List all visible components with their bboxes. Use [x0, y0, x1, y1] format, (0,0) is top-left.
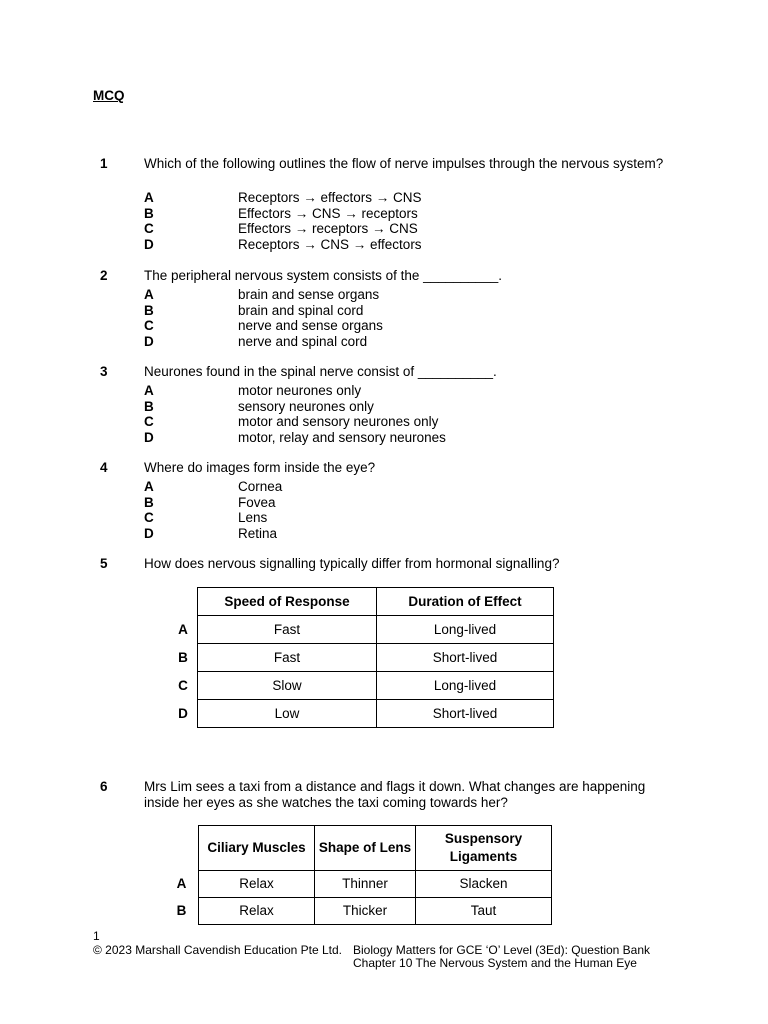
option-letter: C	[144, 510, 154, 525]
row-letter: B	[178, 649, 188, 665]
table-cell: Relax	[199, 871, 315, 898]
option-letter: C	[144, 221, 154, 236]
table-cell: Relax	[199, 898, 315, 925]
answer-table-q5	[169, 587, 554, 728]
option-text: brain and sense organs	[238, 287, 380, 302]
table-row	[169, 644, 554, 672]
table-cell: Fast	[198, 616, 377, 644]
row-letter: D	[178, 705, 188, 721]
option-text: Receptors → effectors → CNS	[238, 190, 422, 205]
question-number: 4	[100, 460, 108, 475]
option-text: motor neurones only	[238, 383, 362, 398]
section-heading: MCQ	[93, 88, 125, 103]
option-text: Fovea	[238, 494, 276, 510]
table-cell: Long-lived	[377, 672, 554, 700]
option-letter: B	[144, 398, 154, 414]
row-letter: B	[176, 903, 187, 919]
option-text: brain and spinal cord	[238, 302, 364, 318]
option-text: Effectors → receptors → CNS	[238, 221, 418, 236]
table-cell: Thinner	[315, 871, 416, 898]
row-letter: A	[176, 876, 187, 892]
question-text: Mrs Lim sees a taxi from a distance and flags it down. What changes are happening inside her eyes as she watches the taxi coming towards her?	[144, 779, 646, 810]
option-letter: A	[144, 479, 154, 494]
option-letter: B	[144, 494, 154, 510]
option-text: motor, relay and sensory neurones	[238, 429, 446, 445]
option-text: nerve and spinal cord	[238, 333, 368, 349]
option-letter: D	[144, 525, 154, 541]
option-letter: D	[144, 429, 154, 445]
option-text: Receptors → CNS → effectors	[238, 236, 422, 252]
column-header: Speed of Response	[198, 588, 377, 616]
column-header: Ciliary Muscles	[199, 826, 315, 871]
question-number: 3	[100, 364, 108, 379]
table-row	[169, 616, 554, 644]
option-text: nerve and sense organs	[238, 318, 383, 333]
table-cell: Taut	[416, 898, 552, 925]
option-letter: B	[144, 302, 154, 318]
book-info	[353, 944, 683, 971]
table-cell: Low	[198, 700, 377, 728]
option-text: Retina	[238, 525, 278, 541]
option-letter: A	[144, 287, 154, 302]
table-row	[165, 898, 552, 925]
question-text: Neurones found in the spinal nerve consist of __________.	[144, 364, 497, 379]
column-header: Duration of Effect	[377, 588, 554, 616]
table-row	[169, 700, 554, 728]
row-letter: A	[178, 621, 188, 637]
chapter-title: Chapter 10 The Nervous System and the Human Eye	[353, 956, 637, 970]
table-cell: Thicker	[315, 898, 416, 925]
option-letter: A	[144, 190, 154, 205]
question-number: 5	[100, 556, 108, 571]
question-text: Which of the following outlines the flow of nerve impulses through the nervous system?	[144, 156, 664, 171]
question-text: How does nervous signalling typically differ from hormonal signalling?	[144, 556, 560, 571]
table-cell: Long-lived	[377, 616, 554, 644]
table-cell: Slow	[198, 672, 377, 700]
table-row	[169, 672, 554, 700]
question-number: 1	[100, 156, 108, 171]
question-text: Where do images form inside the eye?	[144, 460, 376, 475]
page-number: 1	[93, 929, 100, 943]
answer-table-q6	[165, 825, 552, 925]
option-letter: C	[144, 318, 154, 333]
question-text: The peripheral nervous system consists of the __________.	[144, 268, 502, 283]
option-letter: B	[144, 205, 154, 221]
option-letter: D	[144, 236, 154, 252]
page-footer	[93, 929, 651, 970]
book-title: Biology Matters for GCE ‘O’ Level (3Ed): Question Bank	[353, 942, 651, 957]
column-header: Shape of Lens	[315, 826, 416, 871]
question-number: 6	[100, 779, 108, 794]
table-cell: Slacken	[416, 871, 552, 898]
option-text: Lens	[238, 510, 268, 525]
option-text: Cornea	[238, 479, 283, 494]
table-cell: Short-lived	[377, 700, 554, 728]
table-cell: Short-lived	[377, 644, 554, 672]
option-text: motor and sensory neurones only	[238, 414, 439, 429]
option-letter: D	[144, 333, 154, 349]
table-row	[165, 871, 552, 898]
table-cell: Fast	[198, 644, 377, 672]
option-letter: A	[144, 383, 154, 398]
row-letter: C	[178, 677, 188, 693]
option-letter: C	[144, 414, 154, 429]
question-number: 2	[100, 268, 108, 283]
option-text: sensory neurones only	[238, 398, 374, 414]
option-text: Effectors → CNS → receptors	[238, 205, 418, 221]
column-header: Suspensory Ligaments	[416, 826, 552, 871]
copyright-text: © 2023 Marshall Cavendish Education Pte Ltd.	[93, 942, 342, 957]
